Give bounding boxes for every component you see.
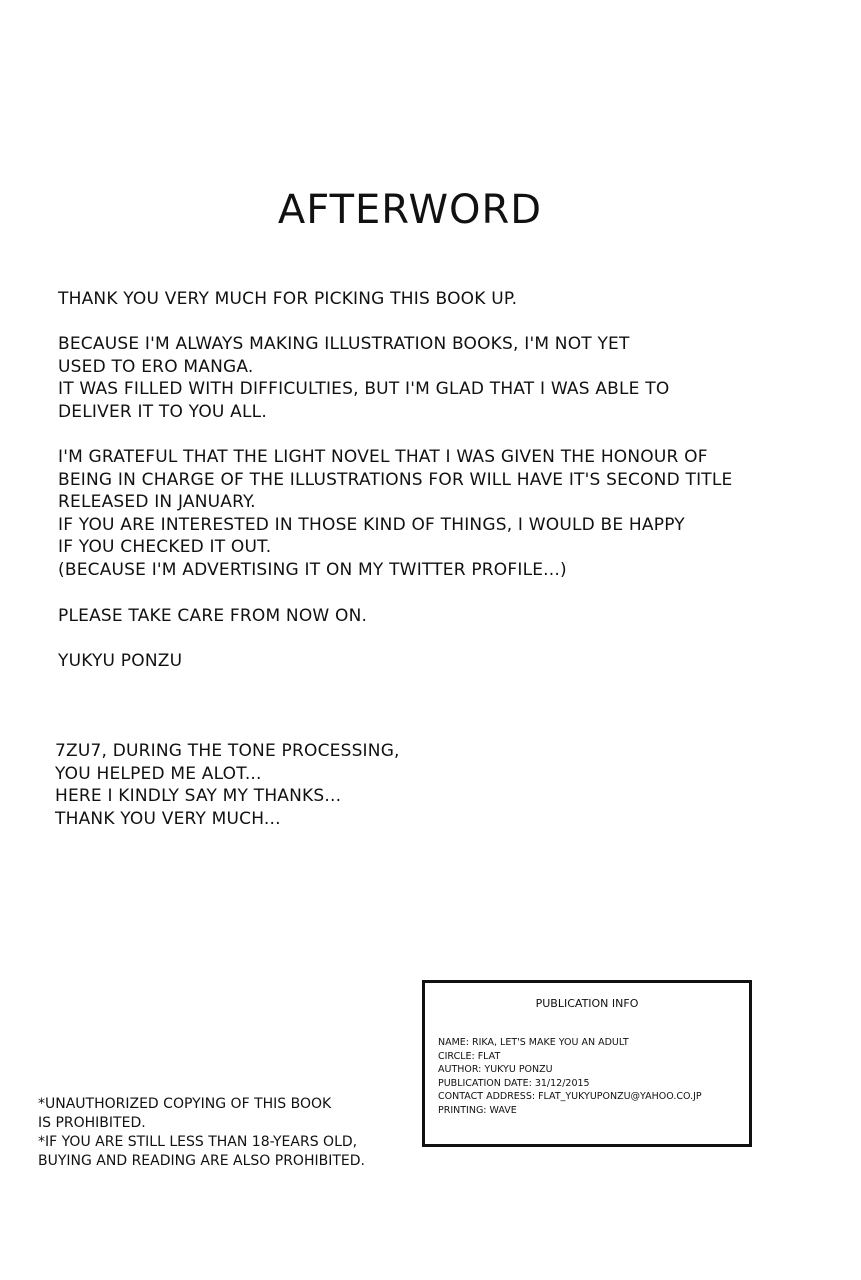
text-line: THANK YOU VERY MUCH... (55, 808, 281, 829)
info-line: NAME: RIKA, LET'S MAKE YOU AN ADULT (438, 1037, 629, 1048)
text-line: IF YOU CHECKED IT OUT. (58, 537, 272, 558)
paragraph-light-novel (58, 446, 732, 582)
info-line: CIRCLE: FLAT (438, 1050, 501, 1062)
thanks-note (55, 740, 400, 830)
paragraph-thanks (58, 288, 517, 311)
text-line: I'M GRATEFUL THAT THE LIGHT NOVEL THAT I WAS GIVEN THE HONOUR OF (58, 447, 708, 467)
publication-info-lines (438, 1036, 702, 1118)
paragraph-take-care (58, 605, 367, 628)
text-line: YOU HELPED ME ALOT... (55, 763, 262, 784)
legal-notes (38, 1095, 365, 1171)
text-line: THANK YOU VERY MUCH FOR PICKING THIS BOOK UP. (58, 289, 518, 309)
text-line: HERE I KINDLY SAY MY THANKS... (55, 786, 342, 807)
text-line: IF YOU ARE INTERESTED IN THOSE KIND OF THINGS, I WOULD BE HAPPY (58, 514, 685, 535)
note-line: *IF YOU ARE STILL LESS THAN 18-YEARS OLD, (38, 1134, 358, 1150)
publication-info-heading: PUBLICATION INFO (535, 997, 639, 1010)
text-line: 7ZU7, DURING THE TONE PROCESSING, (55, 741, 400, 761)
text-line: IT WAS FILLED WITH DIFFICULTIES, BUT I'M GLAD THAT I WAS ABLE TO (58, 379, 670, 400)
text-line: DELIVER IT TO YOU ALL. (58, 401, 267, 422)
info-line: PUBLICATION DATE: 31/12/2015 (438, 1077, 590, 1089)
text-line: USED TO ERO MANGA. (58, 356, 254, 377)
text-line: BEING IN CHARGE OF THE ILLUSTRATIONS FOR WILL HAVE IT'S SECOND TITLE (58, 469, 733, 490)
text-line: PLEASE TAKE CARE FROM NOW ON. (58, 606, 368, 626)
text-line: RELEASED IN JANUARY. (58, 492, 256, 513)
note-line: IS PROHIBITED. (38, 1115, 146, 1131)
signature (58, 650, 182, 673)
note-line: *UNAUTHORIZED COPYING OF THIS BOOK (38, 1096, 332, 1112)
paragraph-ero-manga (58, 333, 669, 423)
note-line: BUYING AND READING ARE ALSO PROHIBITED. (38, 1153, 365, 1169)
text-line: BECAUSE I'M ALWAYS MAKING ILLUSTRATION BOOKS, I'M NOT YET (58, 334, 630, 354)
page-title: AFTERWORD (277, 186, 543, 233)
text-line: (BECAUSE I'M ADVERTISING IT ON MY TWITTER PROFILE...) (58, 559, 567, 580)
info-line: PRINTING: WAVE (438, 1104, 517, 1116)
text-line: YUKYU PONZU (58, 651, 183, 671)
publication-info-box (422, 980, 752, 1147)
info-line: CONTACT ADDRESS: FLAT_YUKYUPONZU@YAHOO.CO.JP (438, 1091, 702, 1103)
info-line: AUTHOR: YUKYU PONZU (438, 1064, 553, 1076)
